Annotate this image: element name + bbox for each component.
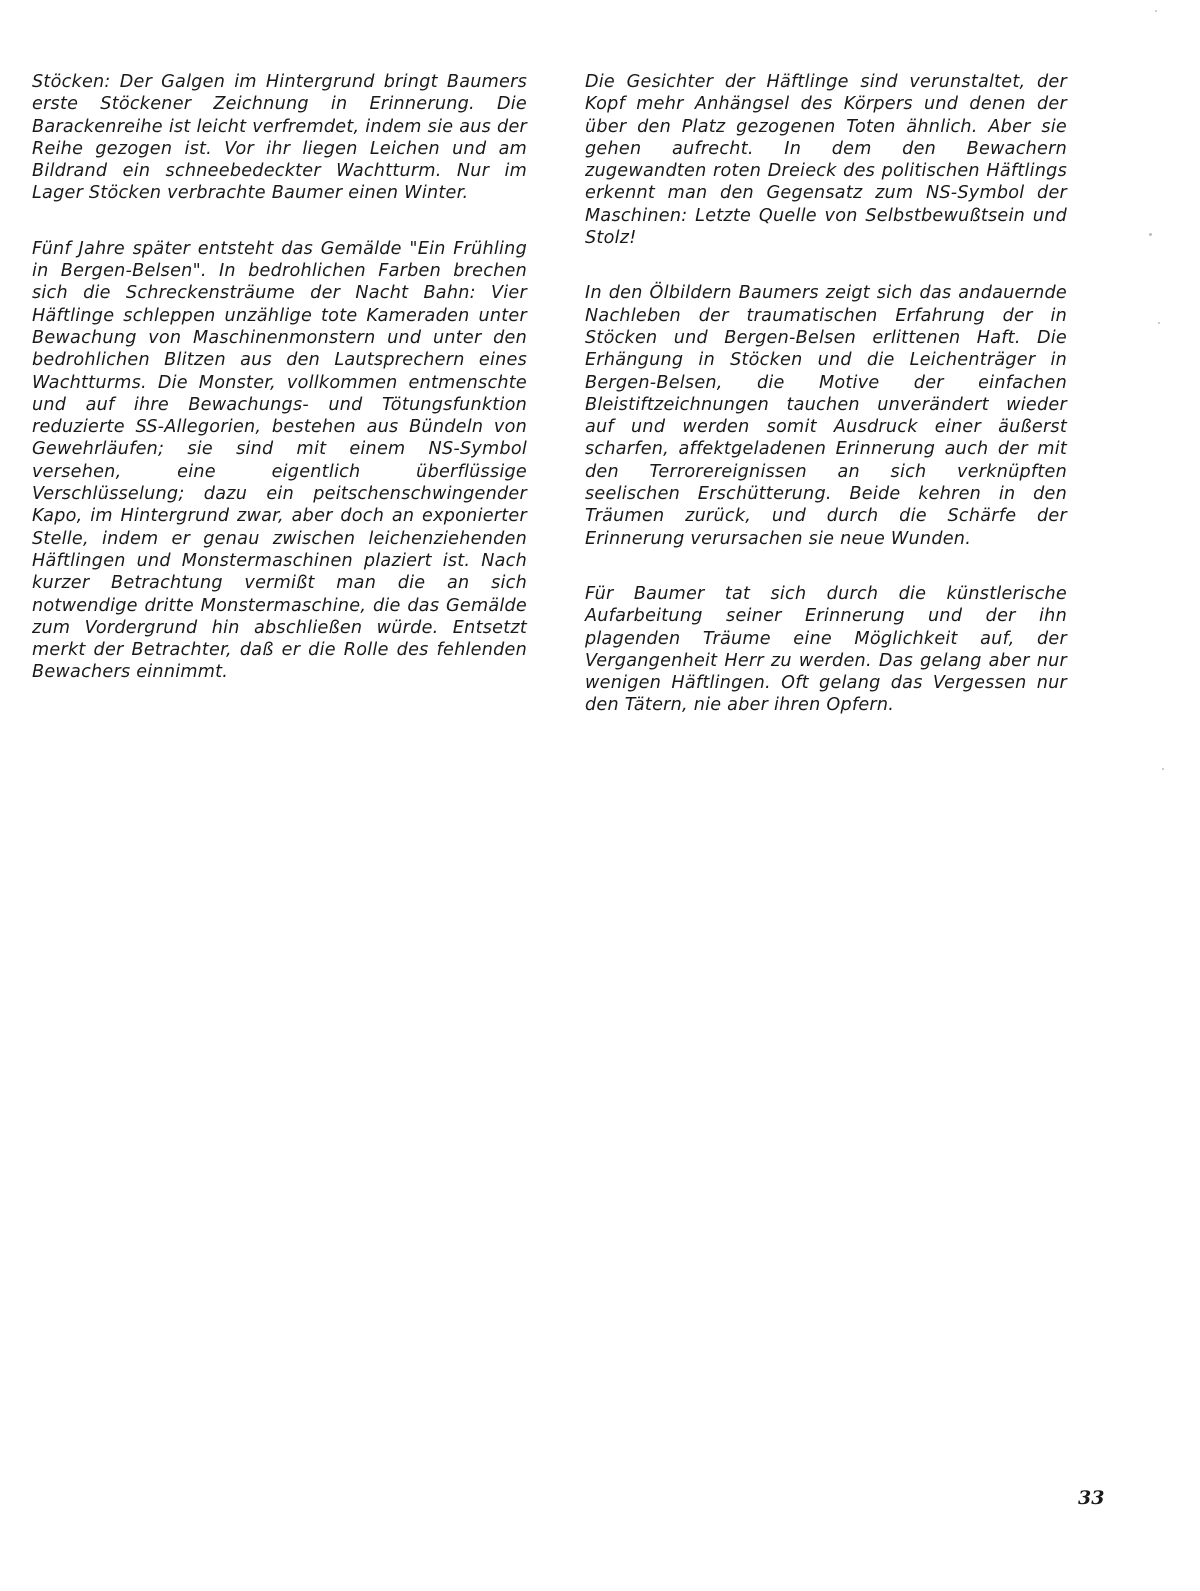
scan-speck [1149, 233, 1152, 236]
paragraph-fruehling-painting: Fünf Jahre später entsteht das Gemälde "Ein Frühling in Bergen-Belsen". In bedrohlichen Farben brechen sich die Schreckensträume der Nacht Bahn: Vier Häftlinge schleppen unzählige tote Kameraden unter Bewachung von Maschinenmonstern und unter den bedrohlichen Blitzen aus den Lautsprechern eines Wachtturms. Die Monster, vollkommen entmenschte und auf ihre Bewachungs- und Tötungsfunktion reduzierte SS-Allegorien, bestehen aus Bündeln von Gewehrläufen; sie sind mit einem NS-Symbol versehen, eine eigentlich überflüssige Verschlüsselung; dazu ein peitschenschwingender Kapo, im Hintergrund zwar, aber doch an exponierter Stelle, indem er genau zwischen leichenziehenden Häftlingen und Monstermaschinen plaziert ist. Nach kurzer Betrachtung vermißt man die an sich notwendige dritte Monstermaschine, die das Gemälde zum Vordergrund hin abschließen würde. Entsetzt merkt der Betrachter, daß er die Rolle des fehlenden Bewachers einnimmt. [32, 238, 527, 683]
paragraph-prisoner-faces: Die Gesichter der Häftlinge sind verunstaltet, der Kopf mehr Anhängsel des Körpers und denen der über den Platz gezogenen Toten ähnlich. Aber sie gehen aufrecht. In dem den Bewachern zugewandten roten Dreieck des politischen Häftlings erkennt man den Gegensatz zum NS-Symbol der Maschinen: Letzte Quelle von Selbstbewußtsein und Stolz! [585, 72, 1067, 249]
paragraph-artistic-processing: Für Baumer tat sich durch die künstlerische Aufarbeitung seiner Erinnerung und der ihn plagenden Träume eine Möglichkeit auf, der Vergangenheit Herr zu werden. Das gelang aber nur wenigen Häftlingen. Oft gelang das Vergessen nur den Tätern, nie aber ihren Opfern. [585, 583, 1067, 716]
paragraph-stoecken-gallows: Stöcken: Der Galgen im Hintergrund bringt Baumers erste Stöckener Zeichnung in Erinnerung. Die Barackenreihe ist leicht verfremdet, indem sie aus der Reihe gezogen ist. Vor ihr liegen Leichen und am Bildrand ein schneebedeckter Wachtturm. Nur im Lager Stöcken verbrachte Baumer einen Winter. [32, 72, 527, 204]
scan-speck [1162, 768, 1164, 770]
right-text-column [585, 71, 1067, 750]
paragraph-oil-paintings: In den Ölbildern Baumers zeigt sich das andauernde Nachleben der traumatischen Erfahrung der in Stöcken und Bergen-Belsen erlittenen Haft. Die Erhängung in Stöcken und die Leichenträger in Bergen-Belsen, die Motive der einfachen Bleistiftzeichnungen tauchen unverändert wieder auf und werden somit Ausdruck einer äußerst scharfen, affektgeladenen Erinnerung auch der mit den Terrorereignissen an sich verknüpften seelischen Erschütterung. Beide kehren in den Träumen zurück, und durch die Schärfe der Erinnerung verursachen sie neue Wunden. [585, 283, 1067, 549]
page-number: 33 [1078, 1487, 1105, 1509]
scan-speck [1155, 10, 1157, 12]
scan-speck [1158, 322, 1160, 324]
left-text-column [32, 71, 527, 717]
